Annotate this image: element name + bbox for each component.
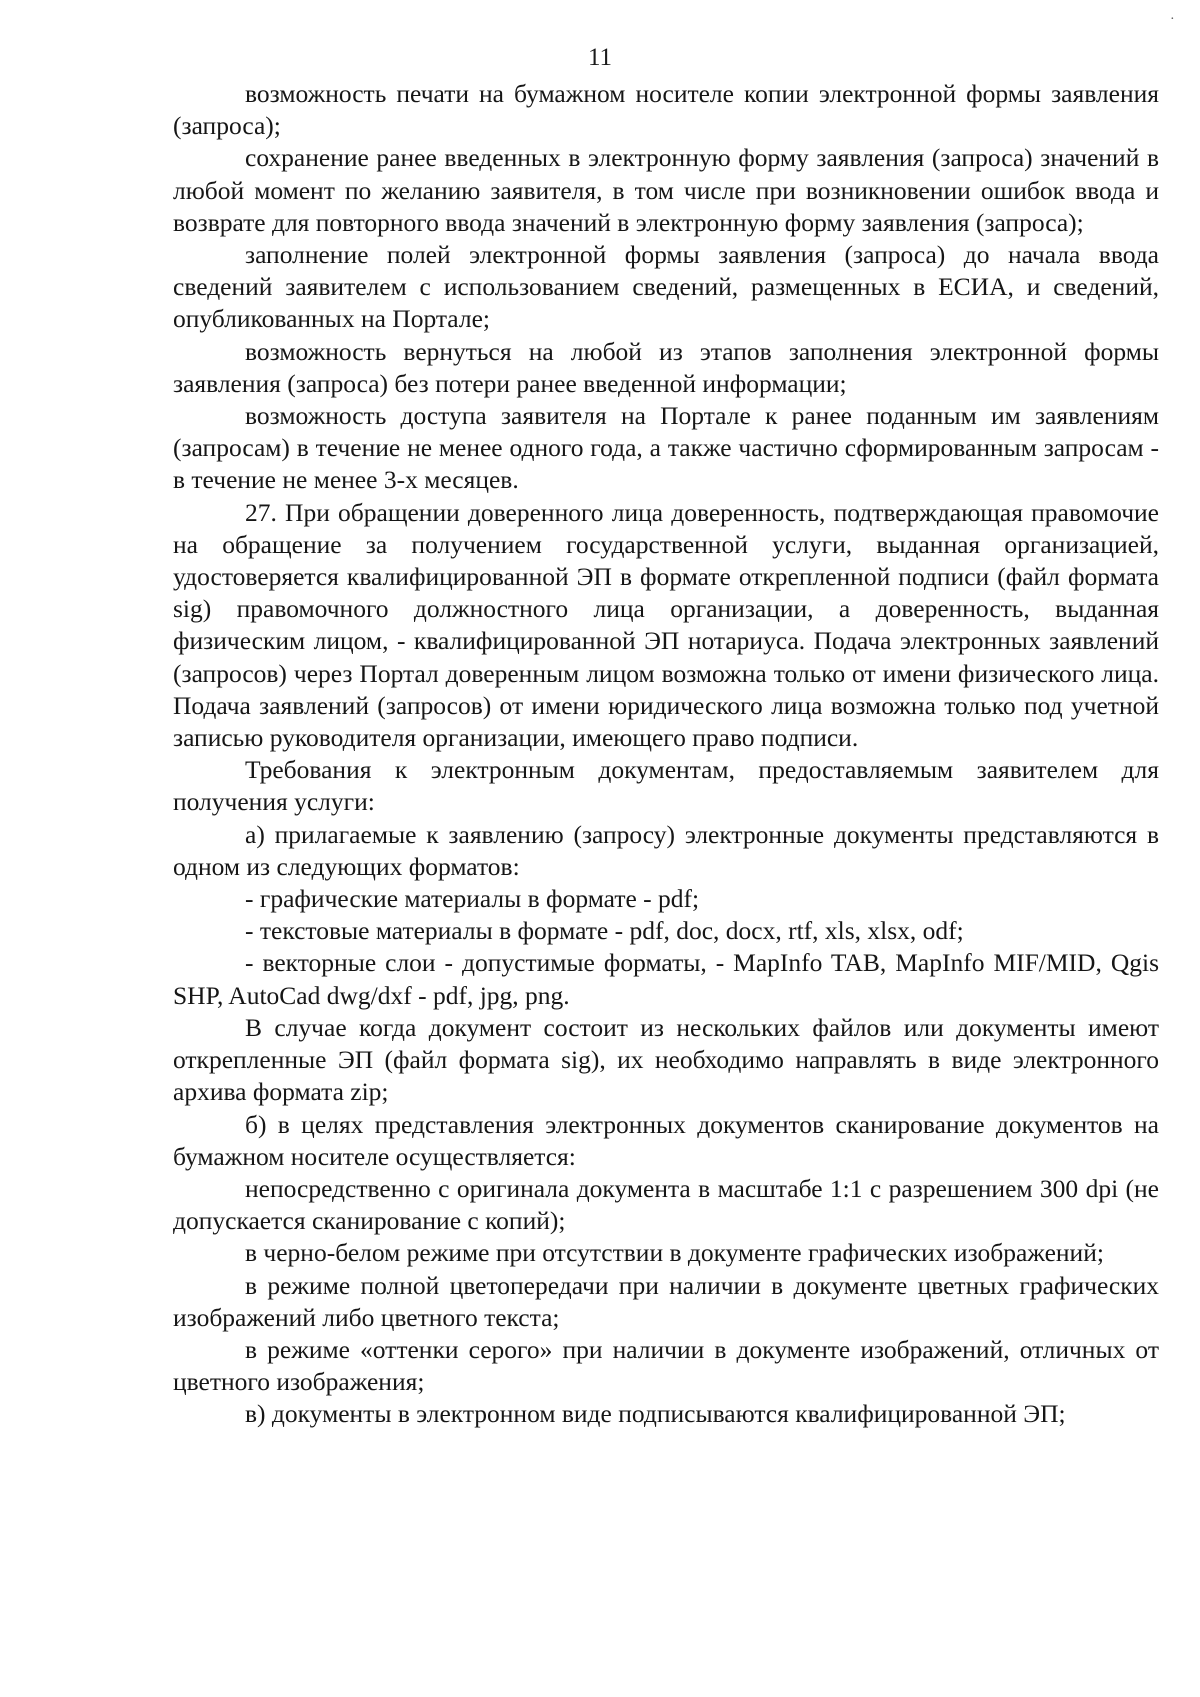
paragraph-save-values: сохранение ранее введенных в электронную форму заявления (запроса) значений в любой момент по желанию заявителя, в том числе при возникновении ошибок ввода и возврате для повторного ввода значений в электронную форму заявления (запроса); (173, 143, 1159, 237)
list-item-grayscale: в режиме «оттенки серого» при наличии в документе изображений, отличных от цветного изображения; (173, 1334, 1159, 1397)
corner-mark: · (1170, 12, 1175, 27)
list-item-text-materials: - текстовые материалы в формате - pdf, doc, docx, rtf, xls, xlsx, odf; (245, 916, 964, 946)
paragraph-print-copy: возможность печати на бумажном носителе копии электронной формы заявления (запроса); (173, 79, 1159, 141)
paragraph-27-trusted-person: 27. При обращении доверенного лица доверенность, подтверждающая правомочие на обращение за получением государственной услуги, выданная организацией, удостоверяется квалифицированной ЭП в формате открепленной подписи (файл формата sig) правомочного должностного лица организации, а доверенность, выданная физическим лицом, - квалифицированной ЭП нотариуса. Подача электронных заявлений (запросов) через Портал доверенным лицом возможна только от имени физического лица. Подача заявлений (запросов) от имени юридического лица возможна только под учетной записью руководителя организации, имеющего право подписи. (173, 497, 1159, 753)
page-number: 11 (587, 44, 613, 71)
list-item-scan-original: непосредственно с оригинала документа в масштабе 1:1 с разрешением 300 dpi (не допускается сканирование с копий); (173, 1173, 1159, 1236)
paragraph-zip-archive: В случае когда документ состоит из нескольких файлов или документы имеют открепленные ЭП (файл формата sig), их необходимо направлять в виде электронного архива формата zip; (173, 1012, 1159, 1107)
paragraph-item-a-formats: а) прилагаемые к заявлению (запросу) электронные документы представляются в одном из следующих форматов: (173, 819, 1159, 881)
document-body (173, 78, 1159, 1431)
list-item-graphic-materials: - графические материалы в формате - pdf; (245, 884, 700, 914)
paragraph-requirements-intro: Требования к электронным документам, предоставляемым заявителем для получения услуги: (173, 755, 1159, 817)
list-item-vector-layers: - векторные слои - допустимые форматы, - MapInfo TAB, MapInfo MIF/MID, Qgis SHP, AutoCad dwg/dxf - pdf, jpg, png. (173, 948, 1159, 1010)
paragraph-item-b-scanning: б) в целях представления электронных документов сканирование документов на бумажном носителе осуществляется: (173, 1109, 1159, 1171)
paragraph-access-history: возможность доступа заявителя на Портале к ранее поданным им заявлениям (запросам) в течение не менее одного года, а также частично сформированным запросам - в течение не менее 3-х месяцев. (173, 401, 1159, 495)
paragraph-item-c-signature: в) документы в электронном виде подписываются квалифицированной ЭП; (245, 1399, 1066, 1429)
paragraph-autofill-fields: заполнение полей электронной формы заявления (запроса) до начала ввода сведений заявителем с использованием сведений, размещенных в ЕСИА, и сведений, опубликованных на Портале; (173, 240, 1159, 334)
list-item-full-color: в режиме полной цветопередачи при наличии в документе цветных графических изображений либо цветного текста; (173, 1270, 1159, 1332)
paragraph-return-to-step: возможность вернуться на любой из этапов заполнения электронной формы заявления (запроса) без потери ранее введенной информации; (173, 336, 1159, 398)
list-item-black-white: в черно-белом режиме при отсутствии в документе графических изображений; (245, 1238, 1104, 1268)
